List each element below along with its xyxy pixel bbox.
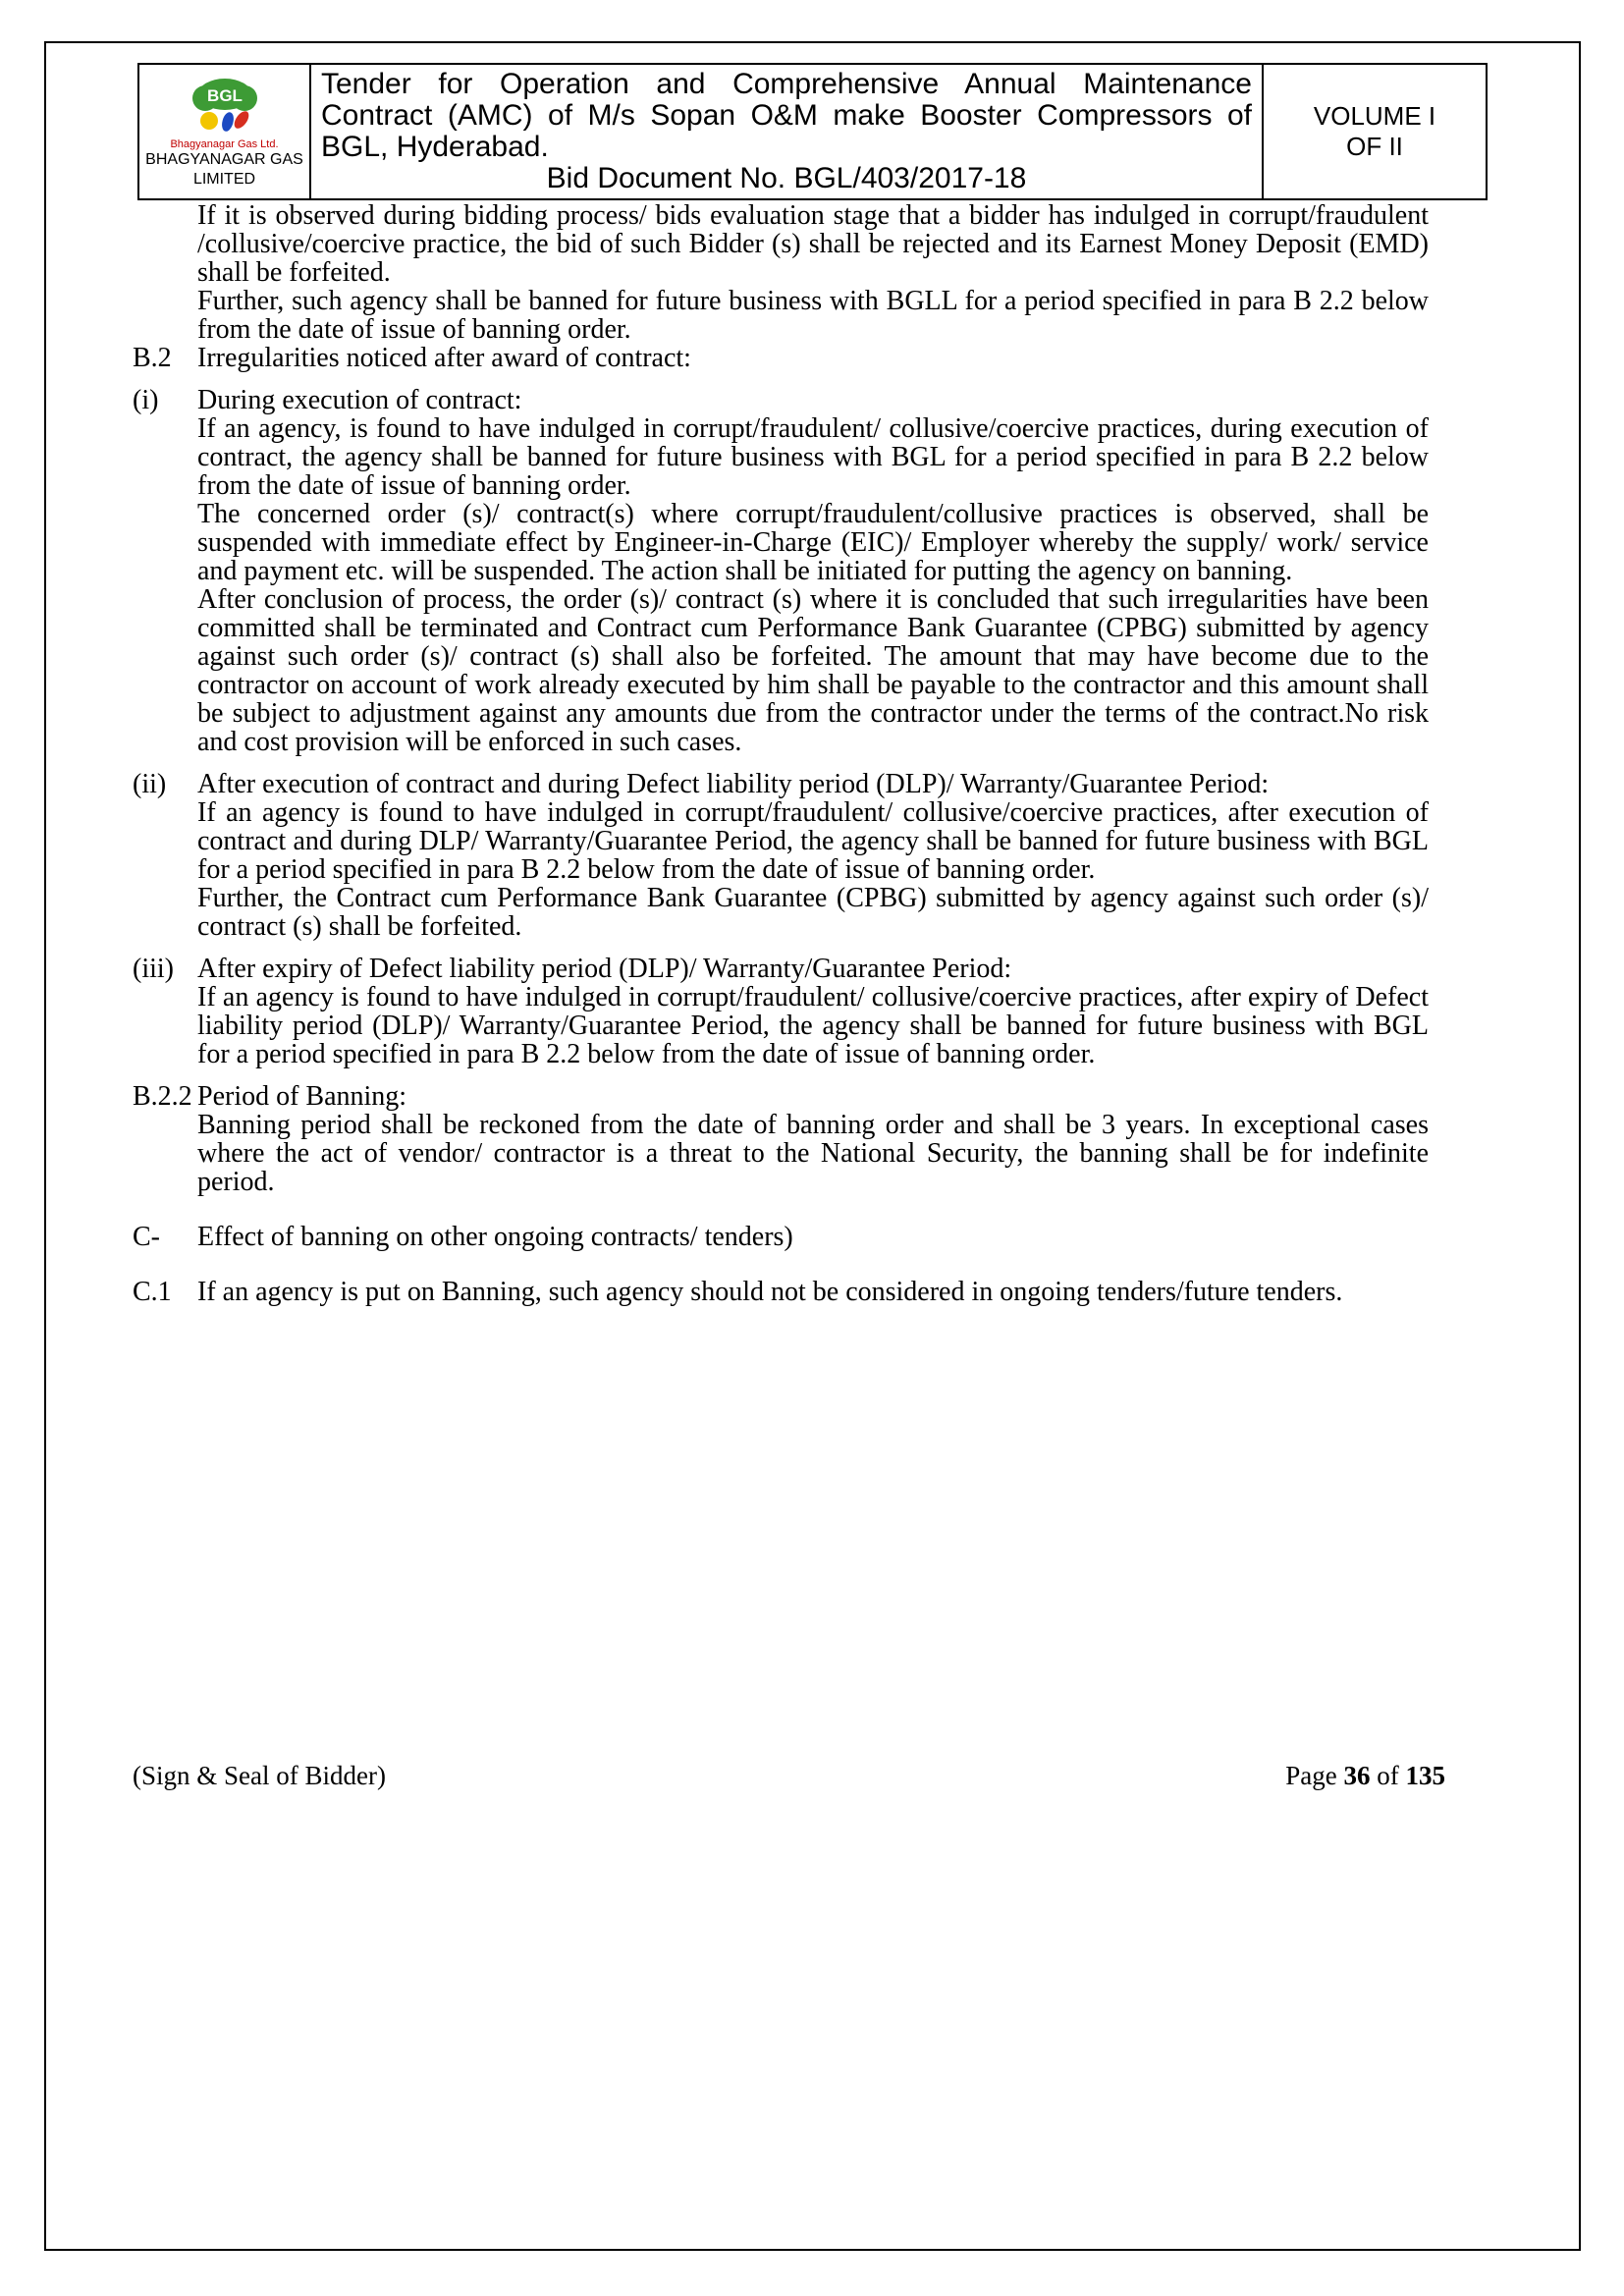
volume-line2: OF II: [1346, 132, 1403, 161]
paragraph: Further, such agency shall be banned for future business with BGLL for a period specified in para B 2.2 below from the date of issue of banning order.: [197, 286, 1429, 345]
section-ii: [133, 770, 1429, 941]
bid-document-number: Bid Document No. BGL/403/2017-18: [546, 162, 1027, 194]
section-label: (ii): [133, 769, 167, 799]
paragraph: If an agency, is found to have indulged in corrupt/fraudulent/ collusive/coercive practices, during execution of contract, the agency shall be banned for future business with BGL for a period specified in para B 2.2 below from the date of issue of banning order.: [197, 413, 1429, 501]
logo-tagline: Bhagyanagar Gas Ltd.: [170, 137, 279, 150]
page-indicator: [1285, 1761, 1445, 1790]
section-label: (i): [133, 385, 159, 415]
header-table: [137, 63, 1488, 200]
title-cell: [310, 64, 1263, 199]
volume-cell: [1263, 64, 1487, 199]
section-b22: [133, 1082, 1429, 1196]
paragraph: If it is observed during bidding process/ bids evaluation stage that a bidder has indulged in corrupt/fraudulent /collusive/coercive practice, the bid of such Bidder (s) shall be rejected and its Earnest Money Deposit (EMD) shall be forfeited.: [197, 200, 1429, 288]
section-intro: [133, 201, 1429, 344]
bgl-logo-icon: [182, 75, 268, 136]
paragraph: Effect of banning on other ongoing contracts/ tenders): [197, 1222, 793, 1252]
section-iii: [133, 955, 1429, 1068]
tender-title: Tender for Operation and Comprehensive Annual Maintenance Contract (AMC) of M/s Sopan O&M make Booster Compressors of BGL, Hyderabad.: [321, 68, 1252, 163]
company-name-line1: BHAGYANAGAR GAS: [145, 150, 303, 168]
paragraph: After expiry of Defect liability period (DLP)/ Warranty/Guarantee Period:: [197, 954, 1012, 984]
section-c1: [133, 1278, 1429, 1306]
of-label: of: [1370, 1761, 1406, 1790]
section-label: C.1: [133, 1277, 172, 1307]
document-body: [133, 201, 1429, 1306]
paragraph: Irregularities noticed after award of contract:: [197, 343, 691, 373]
paragraph: If an agency is found to have indulged in corrupt/fraudulent/ collusive/coercive practices, after expiry of Defect liability period (DLP)/ Warranty/Guarantee Period, the agency shall be banned for future business with BGL for a period specified in para B 2.2 below from the date of issue of banning order.: [197, 982, 1429, 1069]
logo-cell: [138, 64, 310, 199]
paragraph: The concerned order (s)/ contract(s) where corrupt/fraudulent/collusive practices is observed, shall be suspended with immediate effect by Engineer-in-Charge (EIC)/ Employer whereby the supply/ work/ service and payment etc. will be suspended. The action shall be initiated for putting the agency on banning.: [197, 499, 1429, 586]
paragraph: After execution of contract and during Defect liability period (DLP)/ Warranty/Guarantee Period:: [197, 769, 1270, 799]
sign-seal-note: (Sign & Seal of Bidder): [133, 1761, 386, 1790]
company-name-line2: LIMITED: [192, 170, 256, 188]
paragraph: If an agency is put on Banning, such agency should not be considered in ongoing tenders/future tenders.: [197, 1277, 1343, 1307]
section-b2: [133, 344, 1429, 372]
section-label: B.2.2: [133, 1081, 192, 1112]
paragraph: Further, the Contract cum Performance Bank Guarantee (CPBG) submitted by agency against such order (s)/ contract (s) shall be forfeited.: [197, 883, 1429, 942]
section-i: [133, 386, 1429, 756]
paragraph: During execution of contract:: [197, 385, 522, 415]
section-label: [133, 201, 197, 344]
section-label: B.2: [133, 343, 172, 373]
volume-line1: VOLUME I: [1313, 101, 1436, 131]
paragraph: After conclusion of process, the order (s)/ contract (s) where it is concluded that such irregularities have been committed shall be terminated and Contract cum Performance Bank Guarantee (CPBG) submitted by agency against such order (s)/ contract (s) shall also be forfeited. The amount that may have become due to the contractor on account of work already executed by him shall be payable to the contractor and this amount shall be subject to adjustment against any amounts due from the contractor under the terms of the contract.No risk and cost provision will be enforced in such cases.: [197, 584, 1429, 757]
paragraph: Banning period shall be reckoned from the date of banning order and shall be 3 years. In exceptional cases where the act of vendor/ contractor is a threat to the National Security, the banning shall be for indefinite period.: [197, 1110, 1429, 1197]
page-label: Page: [1285, 1761, 1344, 1790]
paragraph: Period of Banning:: [197, 1081, 407, 1112]
section-label: C-: [133, 1222, 160, 1252]
page-footer: [133, 1761, 1445, 1790]
section-c: [133, 1223, 1429, 1251]
total-pages: 135: [1405, 1761, 1445, 1790]
paragraph: If an agency is found to have indulged in corrupt/fraudulent/ collusive/coercive practices, after execution of contract and during DLP/ Warranty/Guarantee Period, the agency shall be banned for future business with BGL for a period specified in para B 2.2 below from the date of issue of banning order.: [197, 797, 1429, 885]
page-number: 36: [1343, 1761, 1371, 1790]
logo-acronym: BGL: [206, 85, 243, 105]
section-label: (iii): [133, 954, 174, 984]
